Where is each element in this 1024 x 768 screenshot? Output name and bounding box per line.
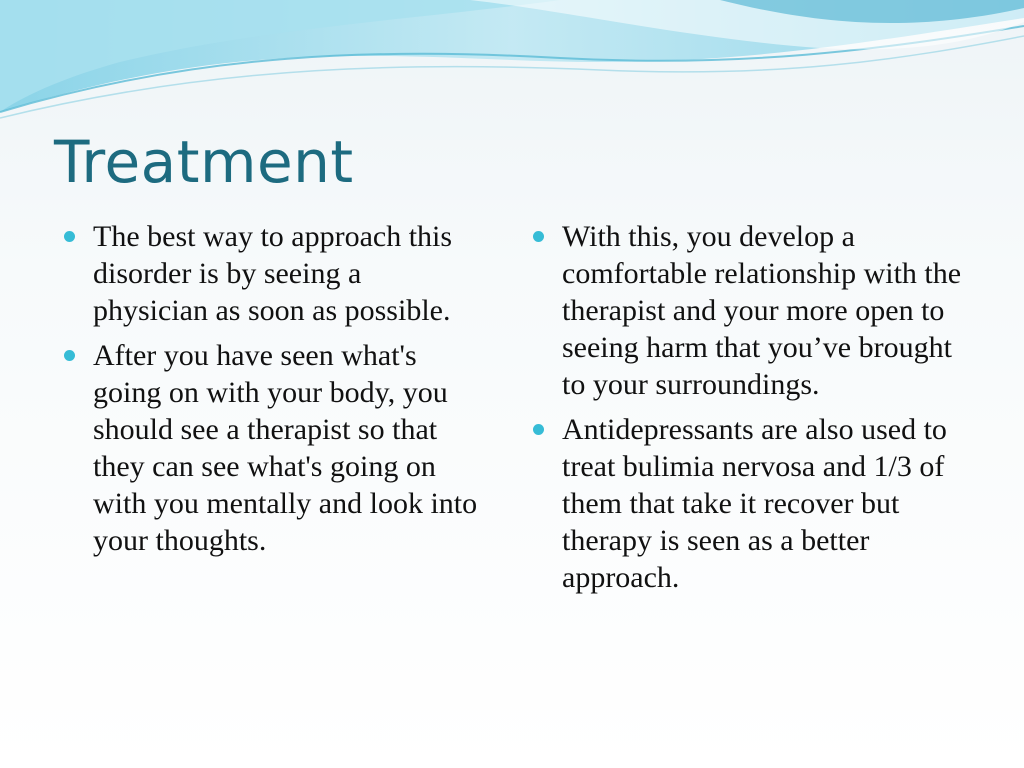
bullet-item: [531, 411, 971, 596]
bullet-item: [531, 218, 971, 403]
right-column: [531, 218, 971, 604]
bullet-text: After you have seen what's going on with your body, you should see a therapist so that they can see what's going on with you mentally and look into your thoughts.: [93, 339, 478, 557]
left-column: [62, 218, 482, 567]
slide-title: Treatment: [54, 128, 354, 196]
bullet-icon: [533, 424, 544, 435]
bullet-icon: [533, 231, 544, 242]
bullet-text: The best way to approach this disorder is by seeing a physician as soon as possible.: [93, 220, 453, 327]
bullet-item: [62, 218, 482, 329]
bullet-item: [62, 337, 482, 559]
bullet-text: Antidepressants are also used to treat bulimia nervosa and 1/3 of them that take it recover but therapy is seen as a better approach.: [562, 413, 947, 594]
bullet-icon: [64, 350, 75, 361]
bullet-icon: [64, 231, 75, 242]
bullet-text: With this, you develop a comfortable relationship with the therapist and your more open to seeing harm that you’ve brought to your surroundings.: [562, 220, 962, 401]
header-wave-decoration: [0, 0, 1024, 130]
